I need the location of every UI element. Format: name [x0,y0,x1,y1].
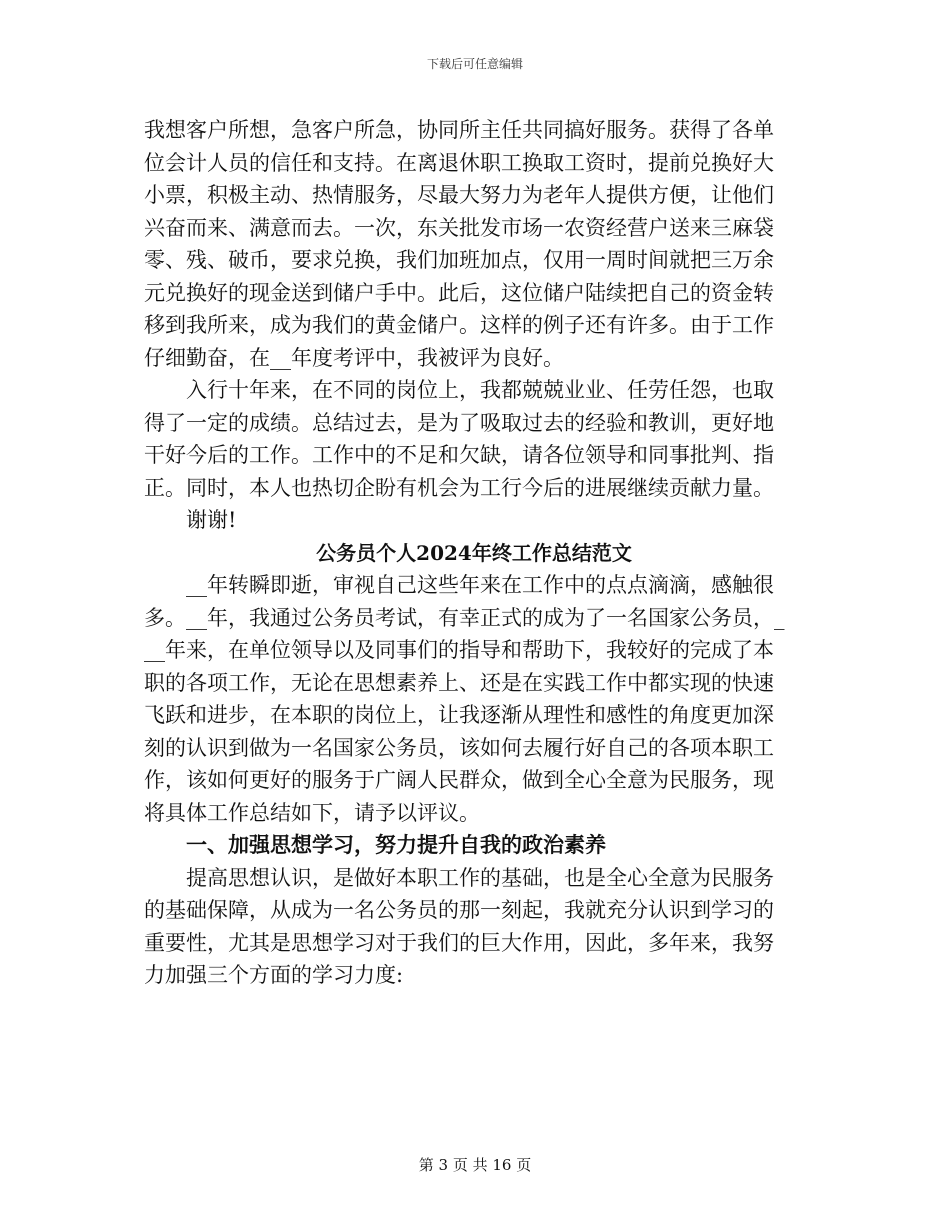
text-line: 作，该如何更好的服务于广阔人民群众，做到全心全意为民服务，现 [144,768,774,792]
text-line: 零、残、破币，要求兑换，我们加班加点，仅用一周时间就把三万余 [144,248,774,272]
text-line: 干好今后的工作。工作中的不足和欠缺，请各位领导和同事批判、指 [144,443,774,467]
text-line: 兴奋而来、满意而去。一次，东关批发市场一农资经营户送来三麻袋 [144,215,774,240]
paragraph-intro [144,569,804,829]
text-line: 飞跃和进步，在本职的岗位上，让我逐渐从理性和感性的角度更加深 [144,703,774,727]
section-title: 公务员个人2024年终工作总结范文 [316,540,632,565]
text-line: 移到我所来，成为我们的黄金储户。这样的例子还有许多。由于工作 [144,313,774,337]
section-heading: 一、加强思想学习，努力提升自我的政治素养 [186,832,606,857]
text-line: 将具体工作总结如下，请予以评议。 [144,800,480,825]
text-line: 位会计人员的信任和支持。在离退休职工换取工资时，提前兑换好大 [144,150,774,175]
paragraph-ten-years [144,374,804,504]
thanks-line: 谢谢! [186,508,237,532]
paragraph-study [144,862,804,992]
text-line: __年转瞬即逝，审视自己这些年来在工作中的点点滴滴，感触很 [186,573,774,597]
page-number: 第 3 页 共 16 页 [418,1156,532,1174]
text-line: 提高思想认识，是做好本职工作的基础，也是全心全意为民服务 [186,865,774,890]
text-line: 得了一定的成绩。总结过去，是为了吸取过去的经验和教训，更好地 [144,410,774,435]
text-line: 小票，积极主动、热情服务，尽最大努力为老年人提供方便，让他们 [144,183,774,207]
text-line: 的基础保障，从成为一名公务员的那一刻起，我就充分认识到学习的 [144,898,774,922]
text-line: 正。同时，本人也热切企盼有机会为工行今后的进展继续贡献力量。 [144,475,774,500]
text-line: 刻的认识到做为一名国家公务员，该如何去履行好自己的各项本职工 [144,735,774,760]
text-line: 入行十年来，在不同的岗位上，我都兢兢业业、任劳任怨，也取 [186,378,774,402]
text-line: 我想客户所想，急客户所急，协同所主任共同搞好服务。获得了各单 [144,118,774,142]
text-line: 力加强三个方面的学习力度: [144,963,404,987]
text-line: __年来，在单位领导以及同事们的指导和帮助下，我较好的完成了本 [144,638,774,662]
page-header-note: 下载后可任意编辑 [426,57,523,71]
paragraph-service [144,114,804,374]
text-line: 多。__年，我通过公务员考试，有幸正式的成为了一名国家公务员，_ [144,605,785,630]
text-line: 仔细勤奋，在__年度考评中，我被评为良好。 [144,345,564,370]
text-line: 元兑换好的现金送到储户手中。此后，这位储户陆续把自己的资金转 [144,280,774,305]
text-line: 重要性，尤其是思想学习对于我们的巨大作用，因此，多年来，我努 [144,930,774,955]
document-body [144,114,804,992]
text-line: 职的各项工作，无论在思想素养上、还是在实践工作中都实现的快速 [144,670,774,695]
